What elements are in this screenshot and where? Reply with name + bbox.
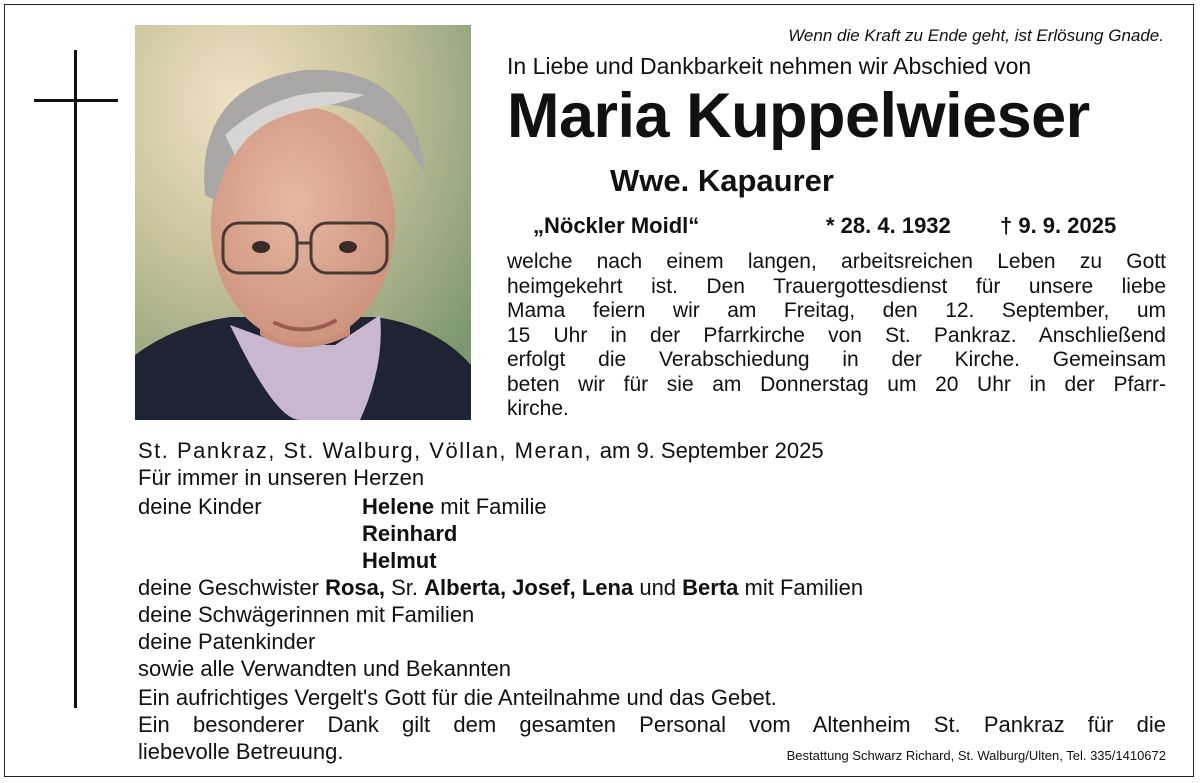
motto: Wenn die Kraft zu Ende geht, ist Erlösung Gnade.: [788, 26, 1164, 45]
thanks-line: Ein aufrichtiges Vergelt's Gott für die Anteilnahme und das Gebet.: [138, 685, 777, 710]
child-name: Helmut: [362, 548, 437, 573]
sibling-name: Berta: [682, 575, 739, 600]
body-line: Mama feiern wir am Freitag, den 12. September, um: [507, 299, 1166, 322]
inlaws-line: deine Schwägerinnen mit Familien: [138, 602, 475, 627]
godchildren-line: deine Patenkinder: [138, 629, 316, 654]
birth-date: * 28. 4. 1932: [826, 213, 951, 238]
body-line: erfolgt die Verabschiedung in der Kirche. Gemeinsam: [507, 348, 1166, 371]
child-entry: [362, 494, 547, 520]
notice-date: am 9. September 2025: [599, 438, 824, 463]
place: St. Pankraz, St. Walburg, Völlan, Meran,: [138, 438, 593, 463]
thanks-line: Ein besonderer Dank gilt dem gesamten Personal vom Altenheim St. Pankraz für die: [138, 712, 1166, 737]
siblings-text: Sr.: [385, 575, 425, 600]
deceased-name: Maria Kuppelwieser: [507, 81, 1090, 151]
undertaker-info: Bestattung Schwarz Richard, St. Walburg/Ulten, Tel. 335/1410672: [786, 748, 1166, 763]
child-name: Reinhard: [362, 521, 458, 546]
child-name: Helene: [362, 494, 435, 519]
place-and-date: [138, 438, 824, 464]
sibling-names: Alberta, Josef, Lena: [424, 575, 634, 600]
forever-line: Für immer in unseren Herzen: [138, 465, 425, 490]
body-line: 15 Uhr in der Pfarrkirche von St. Pankraz. Anschließend: [507, 323, 1166, 347]
portrait-illustration: [135, 25, 471, 420]
body-line: welche nach einem langen, arbeitsreichen Leben zu Gott: [507, 250, 1166, 273]
death-date: † 9. 9. 2025: [1000, 213, 1117, 238]
intro-line: In Liebe und Dankbarkeit nehmen wir Abschied von: [507, 53, 1032, 79]
siblings-label: deine Geschwister: [138, 575, 326, 600]
nickname: „Nöckler Moidl“: [533, 213, 700, 238]
siblings-line: [138, 575, 863, 601]
siblings-text: und: [633, 575, 683, 600]
children-label: deine Kinder: [138, 494, 262, 519]
cross-icon-vertical: [74, 50, 77, 708]
notice-body: [507, 250, 1166, 422]
thanks-line: liebevolle Betreuung.: [138, 739, 344, 764]
body-line: beten wir für sie am Donnerstag um 20 Uhr in der Pfarr-: [507, 372, 1166, 396]
body-line: heimgekehrt ist. Den Trauergottesdienst für unsere liebe: [507, 274, 1166, 298]
cross-icon-horizontal: [34, 99, 118, 102]
sibling-name: Rosa,: [325, 575, 386, 600]
portrait-photo: [135, 25, 471, 420]
relatives-line: sowie alle Verwandten und Bekannten: [138, 656, 512, 681]
widow-of: Wwe. Kapaurer: [610, 163, 834, 198]
siblings-text: mit Familien: [738, 575, 864, 600]
child-suffix: mit Familie: [434, 494, 547, 519]
body-line: kirche.: [507, 397, 569, 420]
